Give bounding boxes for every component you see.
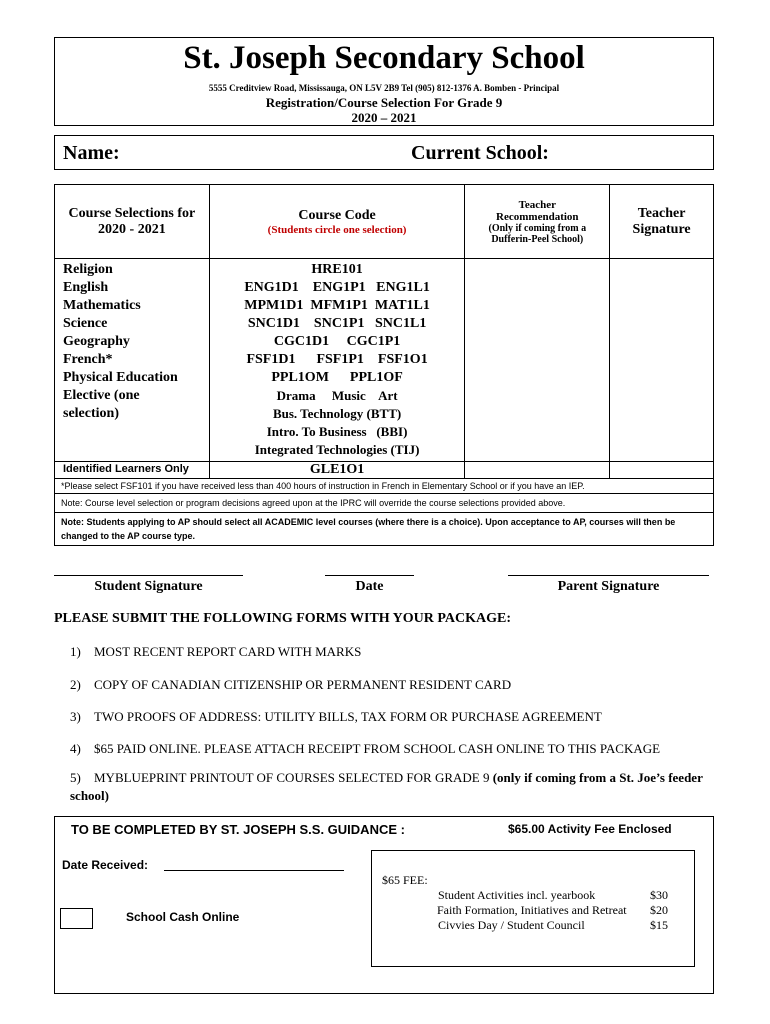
subject-item: Elective (one [63, 388, 140, 403]
item-number: 5) [70, 770, 81, 785]
french-note: *Please select FSF101 if you have received less than 400 hours of instruction in French in Elementary School or if you have an IEP. [55, 479, 714, 494]
course-code[interactable]: SNC1D1 SNC1P1 SNC1L1 [247, 316, 427, 331]
header-text: Signature [632, 221, 691, 237]
course-code[interactable]: Intro. To Business (BBI) [266, 424, 408, 439]
header-text: Course Selections for [68, 205, 196, 221]
guidance-title: TO BE COMPLETED BY ST. JOSEPH S.S. GUIDANCE : [71, 822, 405, 837]
header-text: Recommendation [496, 210, 579, 223]
subject-list-cell [55, 259, 210, 462]
item-number: 2) [70, 677, 81, 692]
identified-recommendation-cell[interactable] [465, 462, 610, 479]
course-rows [55, 259, 714, 462]
list-item [70, 643, 720, 661]
subject-item: Mathematics [63, 298, 141, 313]
subject-item: Science [63, 316, 108, 331]
fee-row [437, 903, 668, 918]
school-cash-label: School Cash Online [126, 910, 240, 924]
item-text: TWO PROOFS OF ADDRESS: UTILITY BILLS, TAX FORM OR PURCHASE AGREEMENT [94, 709, 602, 724]
header-text: 2020 - 2021 [98, 221, 166, 237]
note-row [55, 479, 714, 494]
course-code[interactable]: HRE101 [311, 262, 363, 277]
fee-row [438, 918, 668, 933]
course-selections-header [55, 185, 210, 259]
student-signature-line[interactable] [54, 575, 243, 576]
list-item [70, 740, 720, 758]
fee-item-label: Civvies Day / Student Council [438, 918, 585, 932]
form-title: Registration/Course Selection For Grade 9 [265, 95, 503, 110]
school-cash-checkbox[interactable] [60, 908, 93, 929]
list-item [70, 769, 710, 805]
date-received-line[interactable] [164, 870, 344, 871]
course-code[interactable]: CGC1D1 CGC1P1 [273, 334, 401, 349]
identified-learners-code[interactable]: GLE1O1 [209, 462, 465, 479]
subject-item: French* [63, 352, 113, 367]
item-text: $65 PAID ONLINE. PLEASE ATTACH RECEIPT FROM SCHOOL CASH ONLINE TO THIS PACKAGE [94, 741, 661, 756]
item-text: COPY OF CANADIAN CITIZENSHIP OR PERMANENT RESIDENT CARD [94, 677, 512, 692]
teacher-recommendation-header [465, 185, 610, 259]
teacher-recommendation-cell[interactable] [465, 259, 610, 462]
teacher-signature-header [610, 185, 714, 259]
iprc-note: Note: Course level selection or program decisions agreed upon at the IPRC will override the course selections provided above. [55, 494, 714, 513]
name-label: Name: [63, 142, 120, 164]
subject-item: Religion [63, 262, 113, 277]
parent-signature-line[interactable] [508, 575, 709, 576]
note-row [55, 513, 714, 546]
ap-note: Note: Students applying to AP should select all ACADEMIC level courses (where there is a choice). Upon acceptance to AP, courses will then be changed to the AP course type. [55, 513, 714, 546]
student-signature-label: Student Signature [94, 579, 203, 594]
fee-item-amount: $20 [650, 903, 668, 917]
note-row [55, 494, 714, 513]
fee-enclosed-label: $65.00 Activity Fee Enclosed [508, 822, 672, 836]
header-text: Teacher [637, 205, 686, 221]
fee-label: $65 FEE: [382, 873, 428, 887]
subject-item: Physical Education [63, 370, 178, 385]
guidance-box [54, 816, 714, 994]
course-code[interactable]: Drama Music Art [276, 388, 398, 403]
form-year: 2020 – 2021 [351, 110, 417, 125]
student-info-box [54, 135, 714, 170]
course-code[interactable]: PPL1OM PPL1OF [271, 370, 403, 385]
date-received-label: Date Received: [62, 858, 149, 872]
course-code-header [209, 185, 465, 259]
list-item [70, 676, 720, 694]
school-address: 5555 Creditview Road, Mississauga, ON L5V 2B9 Tel (905) 812-1376 A. Bomben - Principal [208, 83, 560, 93]
identified-learners-label: Identified Learners Only [55, 462, 210, 479]
course-code[interactable]: Integrated Technologies (TIJ) [254, 442, 420, 457]
course-code[interactable]: ENG1D1 ENG1P1 ENG1L1 [244, 280, 430, 295]
item-text: MYBLUEPRINT PRINTOUT OF COURSES SELECTED FOR GRADE 9 [94, 770, 493, 785]
school-title: St. Joseph Secondary School [183, 40, 585, 76]
course-code[interactable]: FSF1D1 FSF1P1 FSF1O1 [246, 352, 428, 367]
fee-item-amount: $15 [650, 918, 668, 932]
item-number: 1) [70, 644, 81, 659]
item-text: MOST RECENT REPORT CARD WITH MARKS [94, 644, 362, 659]
course-code[interactable]: MPM1D1 MFM1P1 MAT1L1 [244, 298, 430, 313]
table-header-row [55, 185, 714, 259]
list-item [70, 708, 720, 726]
identified-signature-cell[interactable] [610, 462, 714, 479]
school-header [54, 37, 714, 126]
header-text: Course Code [298, 207, 376, 223]
teacher-signature-cell[interactable] [610, 259, 714, 462]
current-school-label: Current School: [411, 142, 549, 164]
subject-item: English [63, 280, 109, 295]
item-bold-text: (only if coming from a St. Joe’s feeder school) [70, 770, 703, 803]
course-code[interactable]: Bus. Technology (BTT) [272, 406, 402, 421]
date-line[interactable] [325, 575, 414, 576]
parent-signature-label: Parent Signature [557, 579, 660, 594]
date-label: Date [355, 579, 384, 594]
fee-item-label: Student Activities incl. yearbook [438, 888, 596, 902]
submit-heading: PLEASE SUBMIT THE FOLLOWING FORMS WITH YOUR PACKAGE: [54, 611, 512, 626]
header-text: (Only if coming from a [488, 222, 587, 234]
fee-item-label: Faith Formation, Initiatives and Retreat [437, 903, 627, 917]
course-code-cell [209, 259, 465, 462]
fee-breakdown-box [371, 850, 695, 967]
subject-item: Geography [63, 334, 130, 349]
subject-item: selection) [63, 406, 119, 421]
fee-row [438, 888, 668, 903]
header-text: Teacher [518, 198, 557, 211]
course-selection-table [54, 184, 714, 546]
header-text: Dufferin-Peel School) [491, 233, 584, 245]
identified-learners-row [55, 462, 714, 479]
header-subtext: (Students circle one selection) [267, 223, 407, 236]
fee-item-amount: $30 [650, 888, 668, 902]
item-number: 3) [70, 709, 81, 724]
item-number: 4) [70, 741, 81, 756]
